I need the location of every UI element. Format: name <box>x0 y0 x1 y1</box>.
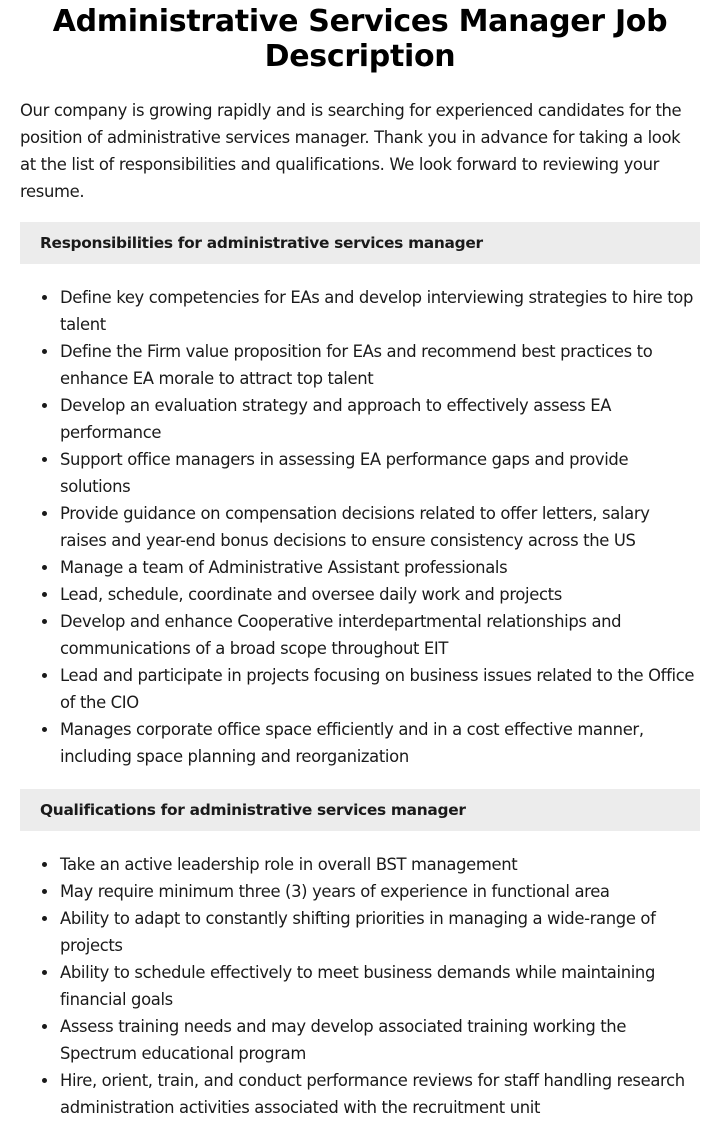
responsibilities-list <box>20 284 700 770</box>
list-item: Define the Firm value proposition for EAs and recommend best practices to enhance EA morale to attract top talent <box>60 338 700 392</box>
list-item: Support office managers in assessing EA performance gaps and provide solutions <box>60 446 700 500</box>
list-item: Hire, orient, train, and conduct performance reviews for staff handling research administration activities associated with the recruitment unit <box>60 1067 700 1121</box>
list-item: Assess training needs and may develop associated training working the Spectrum educational program <box>60 1013 700 1067</box>
list-item: May require minimum three (3) years of experience in functional area <box>60 878 700 905</box>
list-item: Manage a team of Administrative Assistant professionals <box>60 554 700 581</box>
list-item: Provide guidance on compensation decisions related to offer letters, salary raises and year-end bonus decisions to ensure consistency across the US <box>60 500 700 554</box>
list-item: Ability to adapt to constantly shifting priorities in managing a wide-range of projects <box>60 905 700 959</box>
list-item: Take an active leadership role in overall BST management <box>60 851 700 878</box>
list-item: Lead, schedule, coordinate and oversee daily work and projects <box>60 581 700 608</box>
qualifications-list <box>20 851 700 1121</box>
list-item: Develop an evaluation strategy and approach to effectively assess EA performance <box>60 392 700 446</box>
page-title: Administrative Services Manager Job Description <box>52 4 668 74</box>
responsibilities-heading: Responsibilities for administrative services manager <box>20 222 700 264</box>
list-item: Define key competencies for EAs and develop interviewing strategies to hire top talent <box>60 284 700 338</box>
list-item: Ability to schedule effectively to meet business demands while maintaining financial goals <box>60 959 700 1013</box>
qualifications-heading: Qualifications for administrative services manager <box>20 789 700 831</box>
list-item: Lead and participate in projects focusing on business issues related to the Office of the CIO <box>60 662 700 716</box>
list-item: Develop and enhance Cooperative interdepartmental relationships and communications of a broad scope throughout EIT <box>60 608 700 662</box>
list-item: Manages corporate office space efficiently and in a cost effective manner, including space planning and reorganization <box>60 716 700 770</box>
intro-paragraph: Our company is growing rapidly and is searching for experienced candidates for the position of administrative services manager. Thank you in advance for taking a look at the list of responsibilities and qualifications. We look forward to reviewing your resume. <box>20 101 682 201</box>
